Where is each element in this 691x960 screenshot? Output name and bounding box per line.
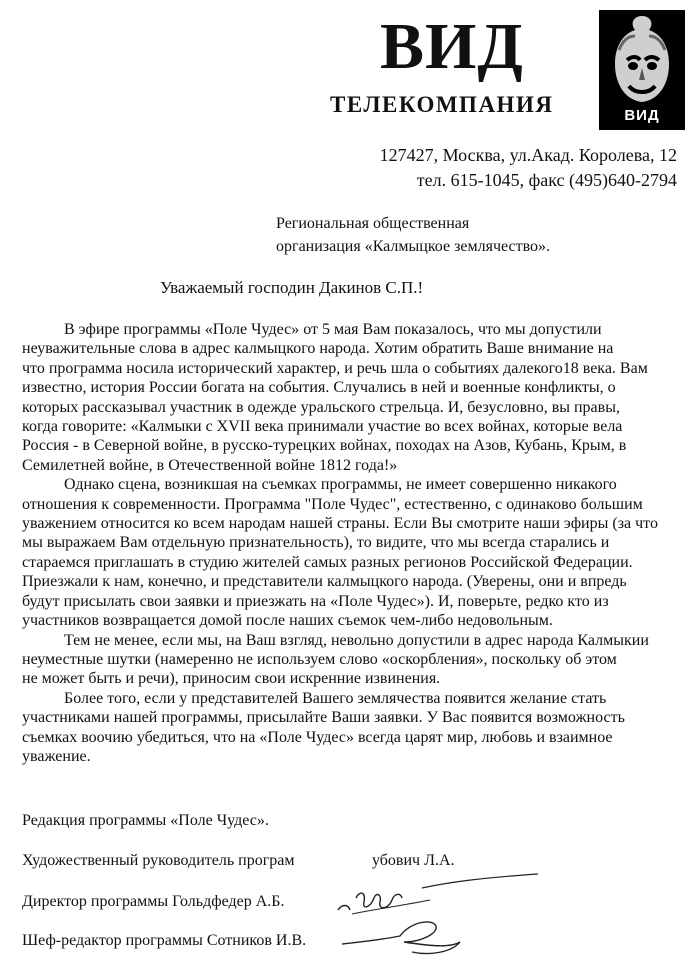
body-line: Приезжали к нам, конечно, и представители калмыцкого народа. (Уверены, они и впредь bbox=[22, 573, 627, 591]
body-line: когда говорите: «Калмыки с XVII века принимали участие во всех войнах, которые вела bbox=[22, 418, 623, 436]
body-line: известно, история России богата на события. Случались в ней и военные конфликты, о bbox=[22, 379, 616, 397]
closing-line: Редакция программы «Поле Чудес». bbox=[22, 812, 269, 829]
body-line: Семилетней войне, в Отечественной войне 1812 года!» bbox=[22, 456, 398, 474]
brand-logo-text: ВИД bbox=[380, 10, 524, 83]
brand-emblem bbox=[599, 10, 685, 130]
body-line: неуважительные слова в адрес калмыцкого народа. Хотим обратить Ваше внимание на bbox=[22, 340, 614, 358]
signatory-chief-editor: Шеф-редактор программы Сотников И.В. bbox=[22, 932, 307, 949]
greeting: Уважаемый господин Дакинов С.П.! bbox=[160, 278, 424, 297]
body-line: Россия - в Северной войне, в русско-турецких войнах, походах на Азов, Кубань, Крым, в bbox=[22, 437, 627, 455]
body-line: съемках воочию убедиться, что на «Поле Чудес» всегда царят мир, любовь и взаимное bbox=[22, 728, 613, 746]
body-line: участников возвращается домой после наших съемок чем-либо недовольным. bbox=[22, 612, 553, 630]
body-line: мы выражаем Вам отдельную признательность), то видите, что мы всегда старались и bbox=[22, 534, 610, 552]
signature-chief-editor bbox=[340, 912, 480, 958]
body-line: уважением относится ко всем народам нашей страны. Если Вы смотрите наши эфиры (за что bbox=[22, 515, 658, 533]
body-line: неуместные шутки (намеренно не используем слово «оскорбления», поскольку об этом bbox=[22, 650, 617, 668]
signatory-director: Директор программы Гольдфедер А.Б. bbox=[22, 893, 285, 910]
contact-line: тел. 615-1045, факс (495)640-2794 bbox=[416, 170, 677, 190]
body-line: Более того, если у представителей Вашего землячества появится желание стать bbox=[64, 689, 607, 707]
brand-subtitle: ТЕЛЕКОМПАНИЯ bbox=[330, 92, 554, 117]
body-line: отношения к современности. Программа "Поле Чудес", естественно, с одинаково большим bbox=[22, 495, 643, 513]
body-line: Тем не менее, если мы, на Ваш взгляд, невольно допустили в адрес народа Калмыкии bbox=[64, 631, 649, 649]
signatory-art-director: Художественный руководитель програм bbox=[22, 852, 295, 869]
signatory-art-director-name: убович Л.А. bbox=[372, 852, 455, 869]
emblem-label: ВИД bbox=[624, 107, 660, 124]
body-line: будут присылать свои заявки и приезжать на «Поле Чудес»). И, поверьте, редко кто из bbox=[22, 592, 609, 610]
body-line: не может быть и речи), приносим свои искренние извинения. bbox=[22, 670, 441, 688]
body-line: Однако сцена, возникшая на съемках программы, не имеет совершенно никакого bbox=[64, 476, 617, 494]
body-line: которых рассказывал участник в одежде уральского стрельца. И, безусловно, вы правы, bbox=[22, 398, 620, 416]
recipient-line: Региональная общественная bbox=[276, 215, 470, 232]
body-line: стараемся приглашать в студию жителей самых разных регионов Российской Федерации. bbox=[22, 553, 633, 571]
address-line: 127427, Москва, ул.Акад. Королева, 12 bbox=[379, 145, 677, 165]
letter-body bbox=[22, 320, 691, 766]
body-line: что программа носила исторический характер, и речь шла о событиях далекого18 века. Вам bbox=[22, 359, 648, 377]
recipient-line: организация «Калмыцкое землячество». bbox=[276, 238, 551, 255]
body-line: В эфире программы «Поле Чудес» от 5 мая Вам показалось, что мы допустили bbox=[64, 321, 602, 338]
body-line: участниками нашей программы, присылайте Ваши заявки. У Вас появится возможность bbox=[22, 709, 625, 727]
body-line: уважение. bbox=[22, 747, 91, 765]
